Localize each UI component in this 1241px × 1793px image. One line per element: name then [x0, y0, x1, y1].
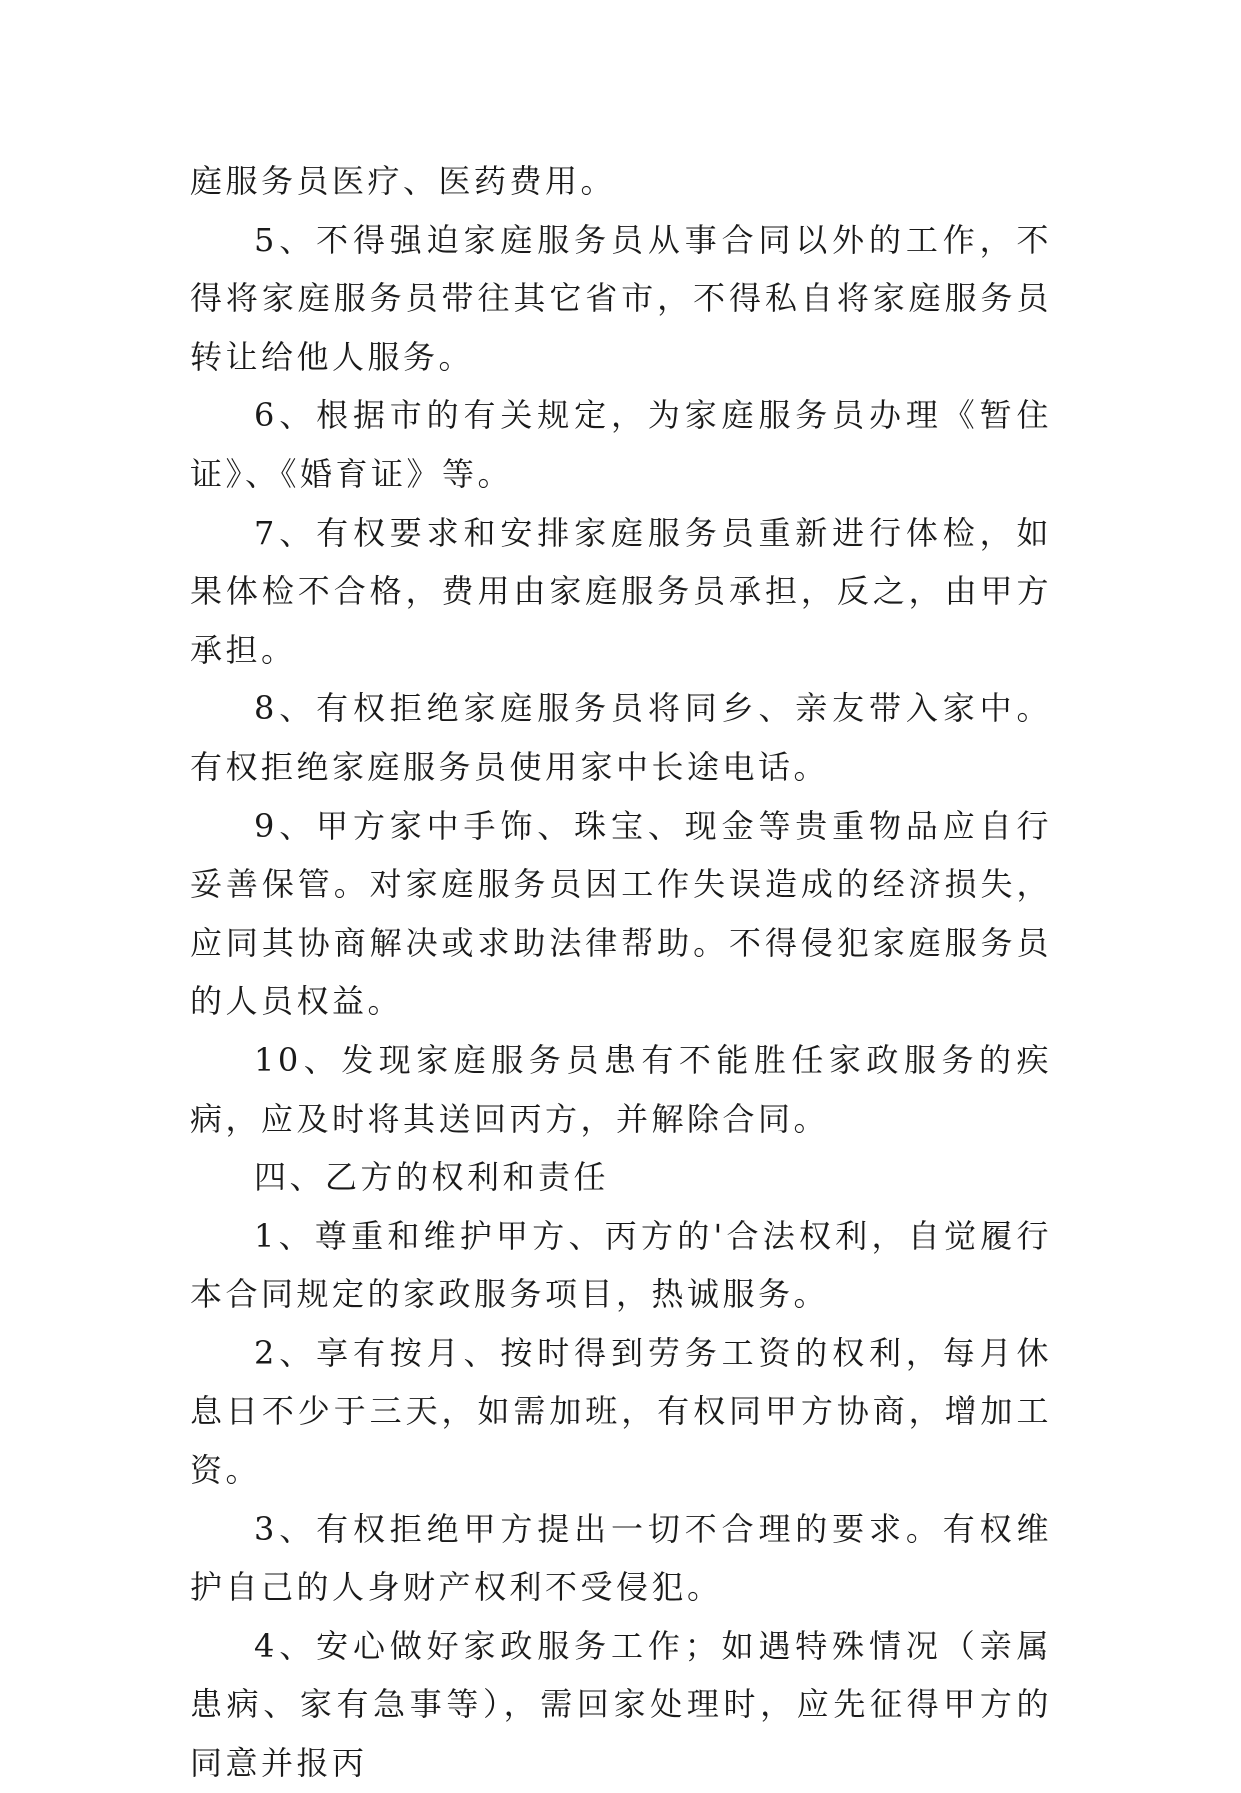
paragraph-item-7: 7、有权要求和安排家庭服务员重新进行体检，如果体检不合格，费用由家庭服务员承担，反之，由甲方承担。: [190, 513, 1052, 669]
paragraph-item-8: 8、有权拒绝家庭服务员将同乡、亲友带入家中。有权拒绝家庭服务员使用家中长途电话。: [190, 689, 1052, 786]
paragraph-item-10: 10、发现家庭服务员患有不能胜任家政服务的疾病，应及时将其送回丙方，并解除合同。: [190, 1040, 1052, 1138]
paragraph-party-b-item-4: 4、安心做好家政服务工作；如遇特殊情况（亲属患病、家有急事等），需回家处理时，应先征得甲方的同意并报丙: [190, 1626, 1052, 1783]
paragraph-item-5: 5、不得强迫家庭服务员从事合同以外的工作，不得将家庭服务员带往其它省市，不得私自将家庭服务员转让给他人服务。: [190, 220, 1052, 376]
paragraph-party-b-item-1: 1、尊重和维护甲方、丙方的'合法权利，自觉履行本合同规定的家政服务项目，热诚服务。: [190, 1216, 1052, 1314]
document-body: [190, 152, 1052, 1793]
paragraph-item-6: 6、根据市的有关规定，为家庭服务员办理《暂住证》、《婚育证》等。: [190, 396, 1052, 493]
paragraph-party-b-item-2: 2、享有按月、按时得到劳务工资的权利，每月休息日不少于三天，如需加班，有权同甲方协商，增加工资。: [190, 1333, 1052, 1490]
paragraph-party-b-item-3: 3、有权拒绝甲方提出一切不合理的要求。有权维护自己的人身财产权利不受侵犯。: [190, 1509, 1052, 1607]
section-heading: 四、乙方的权利和责任: [254, 1158, 610, 1197]
paragraph-continuation: 庭服务员医疗、医药费用。: [190, 162, 617, 200]
paragraph-item-9: 9、甲方家中手饰、珠宝、现金等贵重物品应自行妥善保管。对家庭服务员因工作失误造成的经济损失，应同其协商解决或求助法律帮助。不得侵犯家庭服务员的人员权益。: [190, 806, 1052, 1021]
